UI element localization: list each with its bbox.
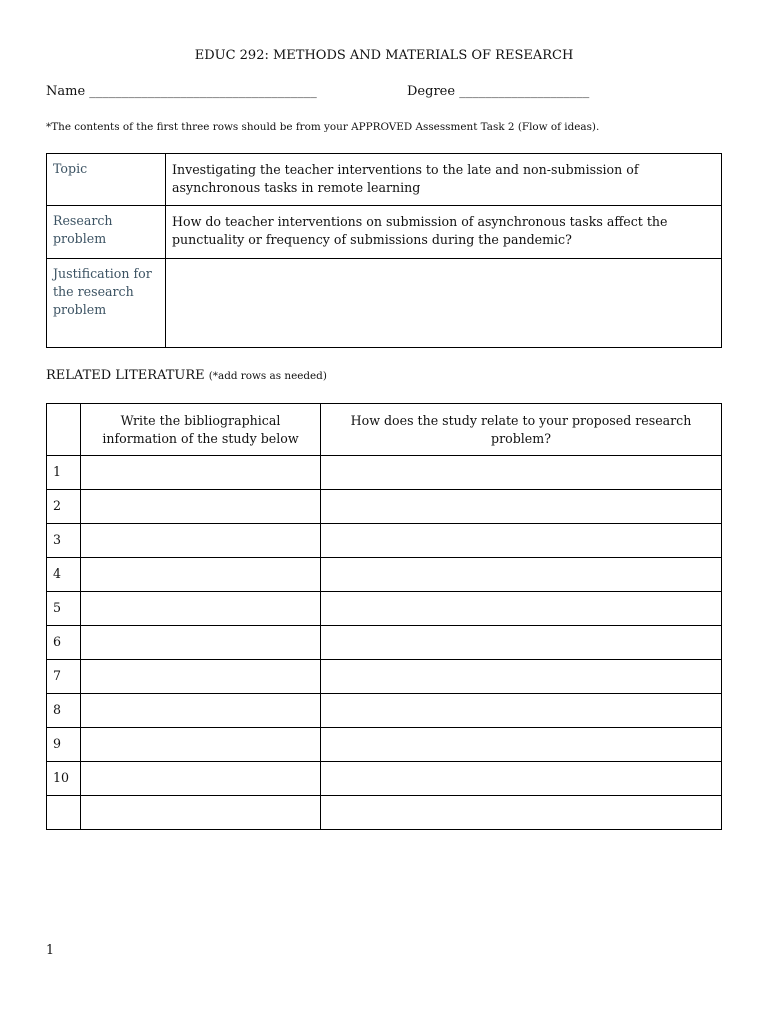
research-problem-value[interactable]: How do teacher interventions on submission of asynchronous tasks affect the punctuality or frequency of submissions during the pandemic? <box>166 206 722 259</box>
relation-cell[interactable] <box>321 490 722 524</box>
relation-cell[interactable] <box>321 796 722 830</box>
bibliographic-cell[interactable] <box>81 694 321 728</box>
name-label: Name <box>46 84 86 99</box>
row-number: 3 <box>47 524 81 558</box>
research-problem-row <box>47 206 722 259</box>
bibliographic-column-header: Write the bibliographical information of the study below <box>81 404 321 456</box>
bibliographic-cell[interactable] <box>81 660 321 694</box>
name-field[interactable] <box>46 84 317 99</box>
related-literature-note: (*add rows as needed) <box>208 370 327 382</box>
justification-label: Justification for the research problem <box>47 259 166 348</box>
relation-cell[interactable] <box>321 728 722 762</box>
bibliographic-cell[interactable] <box>81 592 321 626</box>
justification-value[interactable] <box>166 259 722 348</box>
row-number: 1 <box>47 456 81 490</box>
number-column-header <box>47 404 81 456</box>
relation-cell[interactable] <box>321 456 722 490</box>
topic-label: Topic <box>47 154 166 206</box>
row-number: 6 <box>47 626 81 660</box>
relation-cell[interactable] <box>321 762 722 796</box>
table-row <box>47 626 722 660</box>
row-number: 8 <box>47 694 81 728</box>
bibliographic-cell[interactable] <box>81 456 321 490</box>
table-row <box>47 796 722 830</box>
topic-value[interactable]: Investigating the teacher interventions to the late and non-submission of asynchronous tasks in remote learning <box>166 154 722 206</box>
table-row <box>47 456 722 490</box>
bibliographic-cell[interactable] <box>81 524 321 558</box>
table-row <box>47 762 722 796</box>
related-literature-table <box>46 403 722 830</box>
row-number: 9 <box>47 728 81 762</box>
document-title: EDUC 292: METHODS AND MATERIALS OF RESEARCH <box>194 48 574 63</box>
bibliographic-cell[interactable] <box>81 558 321 592</box>
relation-cell[interactable] <box>321 626 722 660</box>
relation-cell[interactable] <box>321 694 722 728</box>
justification-row <box>47 259 722 348</box>
degree-label: Degree <box>407 84 456 99</box>
related-literature-title: RELATED LITERATURE <box>46 368 205 383</box>
table-row <box>47 490 722 524</box>
table-row <box>47 592 722 626</box>
degree-blank-line: ____________________ <box>459 84 590 99</box>
relation-cell[interactable] <box>321 524 722 558</box>
research-problem-label: Research problem <box>47 206 166 259</box>
page-number: 1 <box>46 942 55 957</box>
table-row <box>47 558 722 592</box>
bibliographic-cell[interactable] <box>81 762 321 796</box>
relation-cell[interactable] <box>321 592 722 626</box>
relation-cell[interactable] <box>321 660 722 694</box>
relation-cell[interactable] <box>321 558 722 592</box>
degree-field[interactable] <box>407 84 589 99</box>
table-row <box>47 694 722 728</box>
name-blank-line: ___________________________________ <box>89 84 317 99</box>
topic-row <box>47 154 722 206</box>
bibliographic-cell[interactable] <box>81 728 321 762</box>
row-number: 10 <box>47 762 81 796</box>
table-row <box>47 524 722 558</box>
related-literature-heading <box>46 368 327 383</box>
row-number: 2 <box>47 490 81 524</box>
row-number: 7 <box>47 660 81 694</box>
row-number <box>47 796 81 830</box>
bibliographic-cell[interactable] <box>81 796 321 830</box>
row-number: 5 <box>47 592 81 626</box>
table-row <box>47 728 722 762</box>
table-row <box>47 660 722 694</box>
bibliographic-cell[interactable] <box>81 626 321 660</box>
topic-table <box>46 153 722 348</box>
bibliographic-cell[interactable] <box>81 490 321 524</box>
table-header-row <box>47 404 722 456</box>
relation-column-header: How does the study relate to your proposed research problem? <box>321 404 722 456</box>
instruction-note: *The contents of the first three rows should be from your APPROVED Assessment Task 2 (Flow of ideas). <box>46 121 600 133</box>
row-number: 4 <box>47 558 81 592</box>
